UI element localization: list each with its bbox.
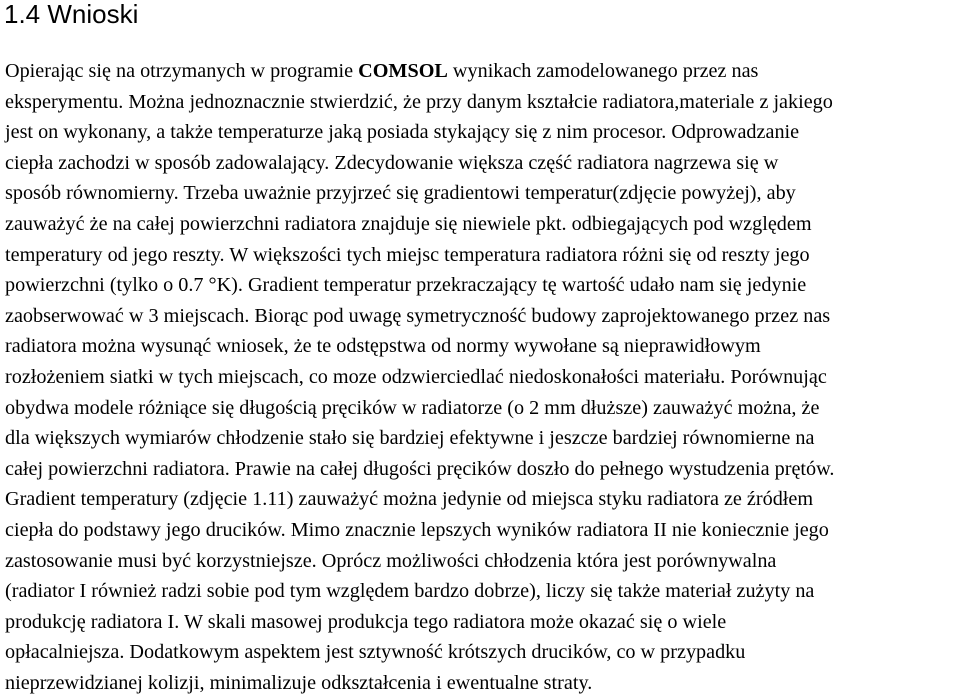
paragraph-line (5, 56, 960, 87)
paragraph-line: zastosowanie musi być korzystniejsze. Oprócz możliwości chłodzenia która jest porównywalna (5, 549, 777, 572)
paragraph-line: (radiator I również radzi sobie pod tym względem bardzo dobrze), liczy się także materiał zużyty na (5, 580, 815, 603)
paragraph-line: ciepła zachodzi w sposób zadowalający. Zdecydowanie większa część radiatora nagrzewa się w (5, 151, 779, 174)
paragraph-line: opłacalniejsza. Dodatkowym aspektem jest sztywność krótszych drucików, co w przypadku (5, 641, 746, 664)
paragraph-line: sposób równomierny. Trzeba uważnie przyjrzeć się gradientowi temperatur(zdjęcie powyżej), aby (5, 182, 796, 205)
paragraph-line: jest on wykonany, a także temperaturze jaką posiada stykający się z nim procesor. Odprowadzanie (5, 121, 800, 144)
paragraph-line: eksperymentu. Można jednoznacznie stwierdzić, że przy danym kształcie radiatora,materiale z jakiego (5, 90, 833, 113)
paragraph-line: produkcję radiatora I. W skali masowej produkcja tego radiatora może okazać się o wiele (5, 610, 727, 633)
section-heading: 1.4 Wnioski (4, 0, 139, 29)
paragraph-line: zaobserwować w 3 miejscach. Biorąc pod uwagę symetryczność budowy zaprojektowanego przez nas (5, 304, 831, 327)
paragraph-line: zauważyć że na całej powierzchni radiatora znajduje się niewiele pkt. odbiegających pod względem (5, 212, 812, 235)
paragraph-line: rozłożeniem siatki w tych miejscach, co moze odzwierciedlać niedoskonałości materiału. Porównując (5, 365, 827, 388)
paragraph-line: dla większych wymiarów chłodzenie stało się bardziej efektywne i jeszcze bardziej równomierne na (5, 427, 815, 450)
text-run: wynikach zamodelowanego przez nas (447, 60, 759, 82)
paragraph-line: ciepła do podstawy jego drucików. Mimo znacznie lepszych wyników radiatora II nie koniecznie jego (5, 518, 829, 541)
paragraph-line: radiatora można wysunąć wniosek, że te odstępstwa od normy wywołane są nieprawidłowym (5, 335, 761, 358)
text-run: Opierając się na otrzymanych w programie (5, 60, 359, 82)
paragraph-line: nieprzewidzianej kolizji, minimalizuje odkształcenia i ewentualne straty. (5, 671, 593, 694)
software-name: COMSOL (358, 60, 448, 82)
paragraph-line: temperatury od jego reszty. W większości tych miejsc temperatura radiatora różni się od reszty jego (5, 243, 810, 266)
paragraph-line: Gradient temperatury (zdjęcie 1.11) zauważyć można jedynie od miejsca styku radiatora ze źródłem (5, 488, 814, 511)
paragraph-line: całej powierzchni radiatora. Prawie na całej długości pręcików doszło do pełnego wystudzenia prętów. (5, 457, 835, 480)
paragraph-line: obydwa modele różniące się długością pręcików w radiatorze (o 2 mm dłuższe) zauważyć można, że (5, 396, 820, 419)
paragraph-line: powierzchni (tylko o 0.7 °K). Gradient temperatur przekraczający tę wartość udało nam się jedynie (5, 274, 807, 297)
conclusions-paragraph (5, 56, 960, 698)
